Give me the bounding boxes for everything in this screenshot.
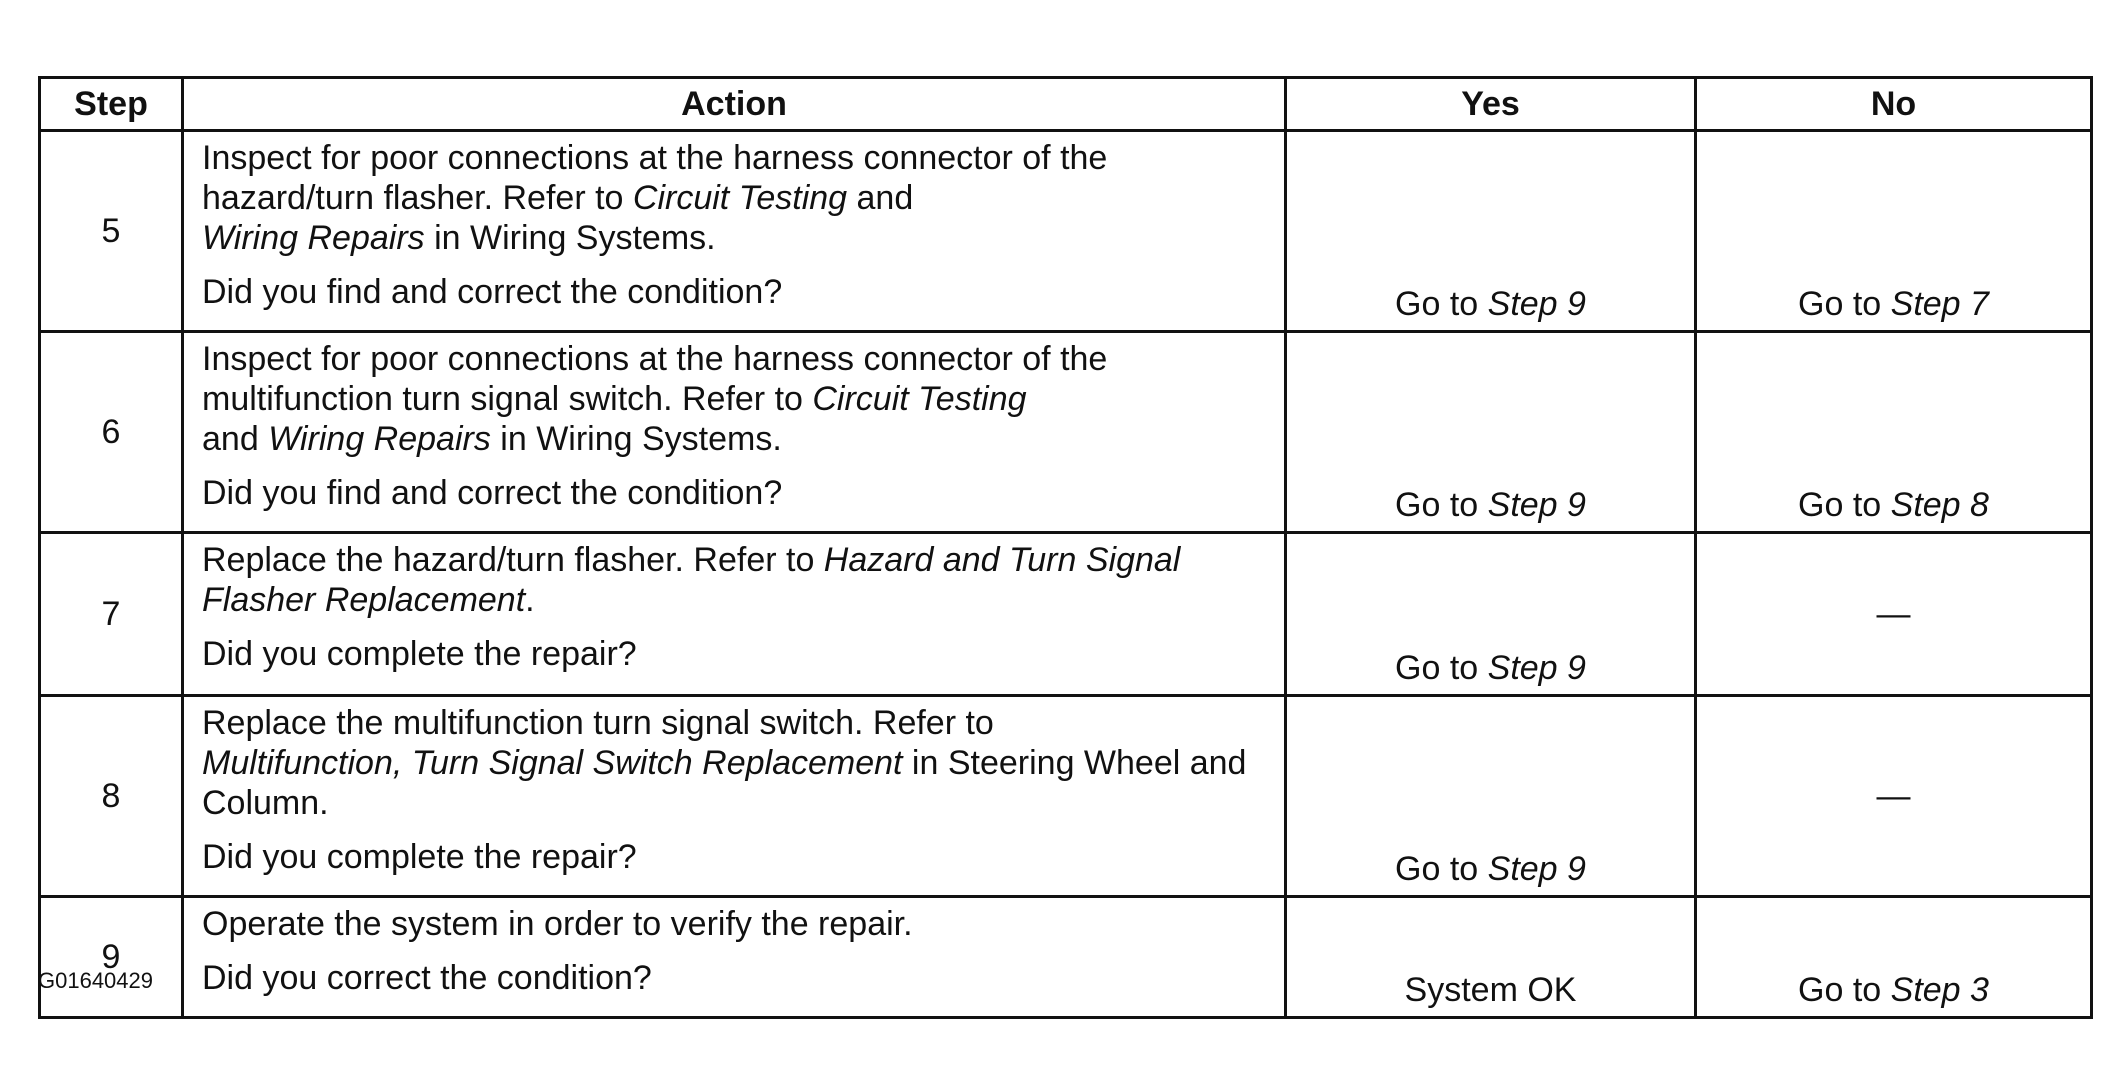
- step-number: 6: [40, 332, 183, 533]
- action-reference: Wiring Repairs: [268, 420, 491, 458]
- no-step-link: Step 3: [1890, 971, 1989, 1009]
- yes-step-link: Step 9: [1487, 285, 1586, 323]
- table-row: [40, 696, 2092, 897]
- no-prefix: Go to: [1798, 285, 1891, 323]
- no-cell: [1696, 332, 2092, 533]
- no-cell: [1696, 131, 2092, 332]
- header-step: Step: [40, 78, 183, 131]
- table-header-row: [40, 78, 2092, 131]
- no-step-link: Step 7: [1890, 285, 1989, 323]
- yes-prefix: Go to: [1395, 649, 1488, 687]
- action-question: Did you find and correct the condition?: [202, 474, 783, 512]
- yes-cell: [1286, 533, 1696, 696]
- action-instruction: [202, 904, 1272, 944]
- no-prefix: Go to: [1798, 971, 1891, 1009]
- step-number: 7: [40, 533, 183, 696]
- step-number: 5: [40, 131, 183, 332]
- action-text: Inspect for poor connections at the harness connector of the multifunction turn signal switch. Refer to: [202, 340, 1108, 418]
- table-row: [40, 897, 2092, 1018]
- action-text: and: [202, 420, 269, 458]
- table-row: [40, 131, 2092, 332]
- action-reference: Multifunction, Turn Signal Switch Replacement: [202, 744, 903, 782]
- table-row: [40, 533, 2092, 696]
- action-text: Operate the system in order to verify the repair.: [202, 905, 913, 943]
- action-text: in Wiring Systems.: [490, 420, 782, 458]
- yes-prefix: Go to: [1395, 850, 1488, 888]
- action-question: Did you correct the condition?: [202, 959, 652, 997]
- action-cell: [183, 131, 1286, 332]
- no-cell: —: [1696, 696, 2092, 897]
- no-prefix: Go to: [1798, 486, 1891, 524]
- table-row: [40, 332, 2092, 533]
- header-no: No: [1696, 78, 2092, 131]
- action-cell: [183, 533, 1286, 696]
- action-instruction: [202, 703, 1272, 823]
- header-yes: Yes: [1286, 78, 1696, 131]
- action-question: Did you complete the repair?: [202, 838, 637, 876]
- action-instruction: [202, 540, 1272, 620]
- action-text: Replace the multifunction turn signal switch. Refer to: [202, 704, 994, 742]
- no-cell: [1696, 897, 2092, 1018]
- header-action: Action: [183, 78, 1286, 131]
- no-cell: —: [1696, 533, 2092, 696]
- yes-cell: [1286, 131, 1696, 332]
- yes-cell: [1286, 332, 1696, 533]
- yes-cell: System OK: [1286, 897, 1696, 1018]
- diagnostic-table: [38, 76, 2093, 1019]
- action-instruction: [202, 138, 1272, 258]
- action-text: in Steering Wheel and Column.: [202, 744, 1247, 822]
- yes-cell: [1286, 696, 1696, 897]
- action-reference: Wiring Repairs: [202, 219, 425, 257]
- action-cell: [183, 897, 1286, 1018]
- action-text: Inspect for poor connections at the harness connector of the hazard/turn flasher. Refer to: [202, 139, 1108, 217]
- yes-step-link: Step 9: [1487, 850, 1586, 888]
- action-question: Did you find and correct the condition?: [202, 273, 783, 311]
- action-text: in Wiring Systems.: [424, 219, 716, 257]
- action-text: Replace the hazard/turn flasher. Refer to: [202, 541, 824, 579]
- action-reference: Circuit Testing: [812, 380, 1027, 418]
- action-reference: Circuit Testing: [632, 179, 848, 217]
- action-text: .: [525, 581, 535, 619]
- action-text: and: [847, 179, 914, 217]
- action-reference: Hazard and Turn Signal Flasher Replacement: [202, 541, 1181, 619]
- figure-id: G01640429: [38, 968, 153, 993]
- yes-prefix: Go to: [1395, 285, 1488, 323]
- step-number: 9: [40, 897, 183, 1018]
- yes-prefix: Go to: [1395, 486, 1488, 524]
- action-question: Did you complete the repair?: [202, 635, 637, 673]
- action-instruction: [202, 339, 1272, 459]
- step-number: 8: [40, 696, 183, 897]
- yes-step-link: Step 9: [1487, 486, 1586, 524]
- yes-step-link: Step 9: [1487, 649, 1586, 687]
- no-step-link: Step 8: [1890, 486, 1989, 524]
- action-cell: [183, 332, 1286, 533]
- action-cell: [183, 696, 1286, 897]
